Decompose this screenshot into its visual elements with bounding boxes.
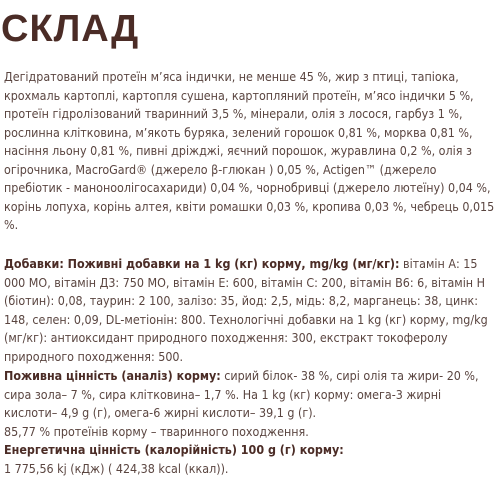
energy-section <box>4 441 498 478</box>
page-title: СКЛАД <box>1 8 140 50</box>
additives-heading: Добавки: Поживні добавки на 1 kg (кг) корму, mg/kg (мг/кг): <box>4 256 400 271</box>
protein-origin-note: 85,77 % протеїнів корму – тваринного походження. <box>4 424 309 439</box>
energy-heading: Енергетична цінність (калорійність) 100 g (г) корму: <box>4 442 344 457</box>
additives-text: вітамін А: 15 000 МО, вітамін Д3: 750 МО, вітамін Е: 600, вітамін С: 200, вітамін В6: 6, вітамін Н (біотин): 0,08, таурин: 2 100, залізо: 35, йод: 2,5, мідь: 8,2, марганець: 38, цинк: 148, селен: 0,09, DL-метіонін: 800. Технологічні добавки на 1 kg (кг) корму, mg/kg (мг/кг): антиоксидант природного походження: 300, екстракт токоферолу природного походження: 500. <box>4 256 488 364</box>
energy-text: 1 775,56 kj (кДж) ( 424,38 kcal (ккал)). <box>4 460 229 476</box>
additives-section <box>4 255 498 366</box>
nutrition-section <box>4 367 498 423</box>
nutrition-text: сирий білок- 38 %, сирі олія та жири- 20 %, сира зола– 7 %, сира клітковина– 1,7 %. На 1 kg (кг) корму: омега-3 жирні кислоти– 4,9 g (г), омега-6 жирні кислоти– 39,1 g (г). <box>4 368 479 420</box>
nutrition-heading: Поживна цінність (аналіз) корму: <box>4 368 221 383</box>
ingredients-text: Дегідратований протеїн м’яса індички, не менше 45 %, жир з птиці, тапіока, крохмаль картоплі, картопля сушена, картопляний протеїн, м’ясо індички 5 %, протеїн гідролізований тваринний 3,5 %, мінерали, олія з лосося, гарбуз 1 %, рослинна клітковина, м’якоть буряка, зелений горошок 0,81 %, морква 0,81 %, насіння льону 0,81 %, пивні дріжджі, яєчний порошок, журавлина 0,2 %, олія з огірочника, MacroGard® (джерело β-глюкан ) 0,05 %, Actigen™ (джерело пребіотик - маноноолігосахариди) 0,04 %, чорнобривці (джерело лютеїну) 0,04 %, корінь лопуха, корінь алтея, квіти ромашки 0,03 %, кропива 0,03 %, чебрець 0,015 %. <box>4 69 495 232</box>
